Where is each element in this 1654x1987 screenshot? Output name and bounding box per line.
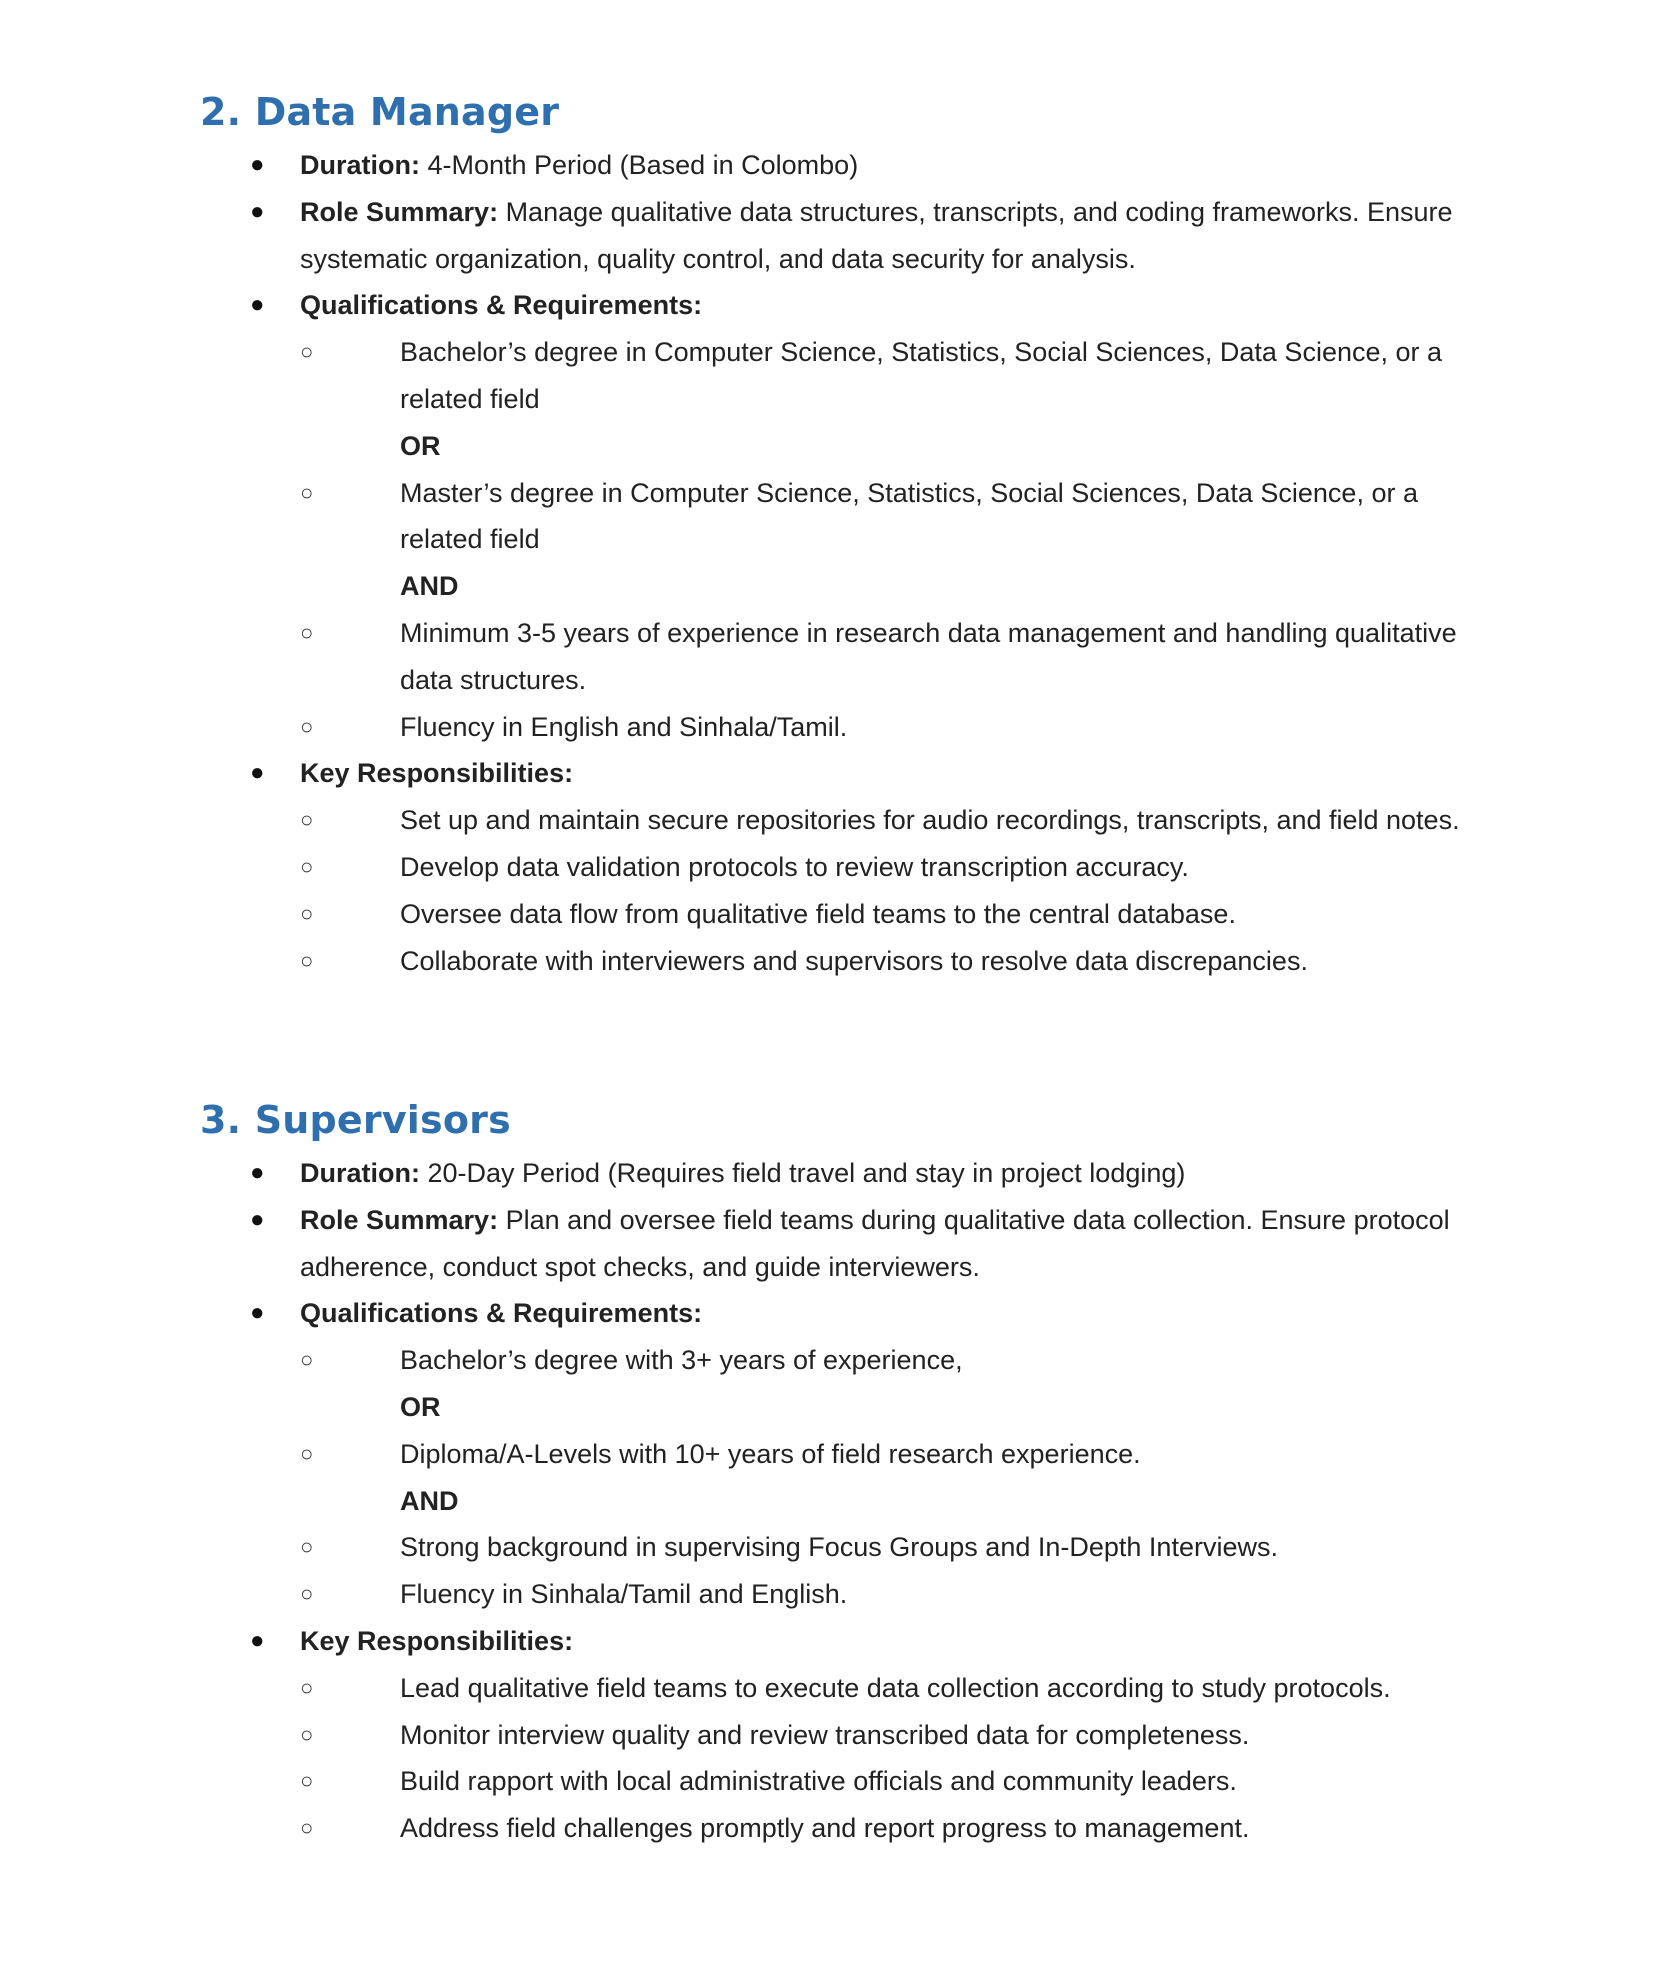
circle-bullet-icon: ○ [300, 619, 314, 645]
circle-bullet-icon: ○ [300, 1815, 314, 1841]
item-text: Strong background in supervising Focus Groups and In-Depth Interviews. [400, 1532, 1278, 1563]
circle-bullet-icon: ○ [300, 1674, 314, 1700]
bullet-icon: ● [250, 197, 265, 225]
list-item [300, 891, 1500, 938]
item-text: Oversee data flow from qualitative field teams to the central database. [400, 898, 1236, 929]
section-bullet-list [200, 142, 1500, 984]
list-item-responsibilities [200, 750, 1500, 984]
responsibilities-list [300, 1665, 1500, 1852]
connector-or: OR [400, 430, 441, 461]
bullet-icon: ● [250, 151, 265, 178]
item-label: Duration: [300, 1158, 420, 1188]
list-item [300, 1524, 1500, 1571]
item-label: Qualifications & Requirements: [300, 1298, 703, 1329]
circle-bullet-icon: ○ [300, 853, 314, 879]
circle-bullet-icon: ○ [300, 1534, 314, 1560]
item-text: Bachelor’s degree in Computer Science, Statistics, Social Sciences, Data Science, or a related field [400, 337, 1443, 414]
list-item [300, 797, 1500, 844]
section-data-manager [200, 82, 1500, 984]
item-text: Bachelor’s degree with 3+ years of experience, [400, 1345, 963, 1376]
section-heading: 3. Supervisors [200, 1098, 511, 1142]
list-item-duration [200, 142, 1500, 189]
section-supervisors [200, 1090, 1500, 1852]
bullet-icon: ● [250, 1299, 265, 1327]
list-item-responsibilities [200, 1618, 1500, 1852]
list-item [300, 1571, 1500, 1618]
item-text: Plan and oversee field teams during qualitative data collection. Ensure protocol adherence, conduct spot checks, and guide interviewers. [300, 1204, 1450, 1282]
item-text: Collaborate with interviewers and supervisors to resolve data discrepancies. [400, 945, 1308, 976]
list-item-role-summary [200, 189, 1500, 283]
list-item [300, 470, 1500, 564]
list-item [300, 1712, 1500, 1759]
item-text: Diploma/A-Levels with 10+ years of field research experience. [400, 1438, 1141, 1469]
item-text: Develop data validation protocols to review transcription accuracy. [400, 851, 1189, 882]
item-label: Role Summary: [300, 196, 499, 227]
circle-bullet-icon: ○ [300, 1581, 314, 1607]
circle-bullet-icon: ○ [300, 900, 314, 926]
list-item [300, 938, 1500, 985]
bullet-icon: ● [250, 291, 265, 319]
item-text: Lead qualitative field teams to execute data collection according to study protocols. [400, 1672, 1391, 1703]
item-text: 20-Day Period (Requires field travel and stay in project lodging) [419, 1158, 1186, 1188]
connector-and: AND [400, 571, 459, 602]
list-item-qualifications [200, 1290, 1500, 1618]
item-text: Build rapport with local administrative officials and community leaders. [400, 1766, 1237, 1797]
connector-or: OR [400, 1391, 441, 1422]
bullet-icon: ● [250, 1159, 265, 1186]
item-text: Minimum 3-5 years of experience in research data management and handling qualitative data structures. [400, 617, 1457, 695]
item-label: Duration: [300, 150, 420, 180]
item-text: Fluency in Sinhala/Tamil and English. [400, 1579, 848, 1610]
list-item [300, 704, 1500, 751]
list-item-duration [200, 1150, 1500, 1197]
list-item [300, 844, 1500, 891]
item-label: Role Summary: [300, 1204, 499, 1235]
item-text: 4-Month Period (Based in Colombo) [419, 150, 859, 180]
bullet-icon: ● [250, 759, 265, 787]
list-item [300, 1431, 1500, 1478]
responsibilities-list [300, 797, 1500, 984]
item-label: Key Responsibilities: [300, 1625, 574, 1656]
section-heading: 2. Data Manager [200, 90, 560, 134]
item-text: Address field challenges promptly and report progress to management. [400, 1813, 1250, 1844]
item-text: Monitor interview quality and review transcribed data for completeness. [400, 1719, 1250, 1750]
item-label: Qualifications & Requirements: [300, 290, 703, 321]
item-text: Manage qualitative data structures, transcripts, and coding frameworks. Ensure systematic organization, quality control, and data security for analysis. [300, 196, 1453, 274]
item-text: Master’s degree in Computer Science, Statistics, Social Sciences, Data Science, or a related field [400, 477, 1418, 555]
circle-bullet-icon: ○ [300, 1721, 314, 1747]
qualifications-list [300, 1337, 1500, 1618]
circle-bullet-icon: ○ [300, 479, 314, 505]
connector-and: AND [400, 1485, 459, 1516]
list-item [300, 1665, 1500, 1712]
circle-bullet-icon: ○ [300, 713, 314, 739]
list-item [300, 1805, 1500, 1852]
list-item [300, 1758, 1500, 1805]
bullet-icon: ● [250, 1205, 265, 1233]
circle-bullet-icon: ○ [300, 339, 314, 365]
circle-bullet-icon: ○ [300, 1347, 314, 1373]
circle-bullet-icon: ○ [300, 1440, 314, 1466]
section-bullet-list [200, 1150, 1500, 1852]
list-item-qualifications [200, 282, 1500, 750]
item-label: Key Responsibilities: [300, 758, 574, 789]
item-text: Fluency in English and Sinhala/Tamil. [400, 711, 848, 742]
list-item [300, 1337, 1500, 1384]
circle-bullet-icon: ○ [300, 947, 314, 973]
list-item [300, 610, 1500, 704]
circle-bullet-icon: ○ [300, 1768, 314, 1794]
list-item [300, 329, 1500, 423]
bullet-icon: ● [250, 1626, 265, 1654]
circle-bullet-icon: ○ [300, 807, 314, 833]
item-text: Set up and maintain secure repositories for audio recordings, transcripts, and field notes. [400, 805, 1460, 836]
list-item-role-summary [200, 1197, 1500, 1291]
qualifications-list [300, 329, 1500, 750]
